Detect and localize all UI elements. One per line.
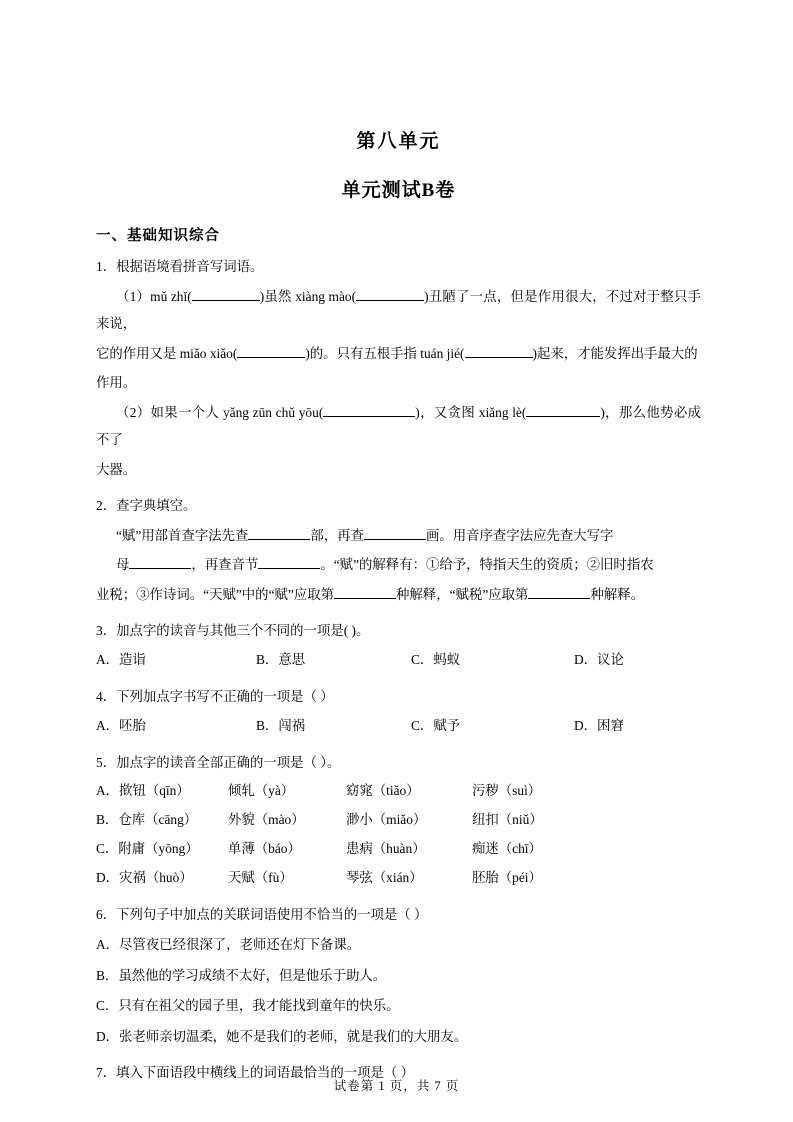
q2-text-h: 种解释，“赋税”应取第 — [396, 586, 529, 602]
page-footer: 试卷第 1 页，共 7 页 — [333, 1079, 460, 1093]
question-1-stem: 1．根据语境看拼音写词语。 — [96, 259, 264, 274]
option-c-col-1: C．附庸（yōng） — [96, 841, 199, 856]
q1-text-e: )的。只有五根手指 tuán jié( — [305, 345, 465, 361]
option-b-label: B．闯祸 — [256, 717, 306, 733]
question-4-options — [96, 713, 701, 740]
question-6-option-a[interactable]: A．尽管夜已经很深了，老师还在灯下备课。 — [96, 937, 361, 953]
question-5-stem: 5．加点字的读音全部正确的一项是（ ）。 — [96, 754, 341, 770]
option-c-label: C．蚂蚁 — [411, 652, 461, 668]
page-subtitle: 单元测试B卷 — [341, 180, 456, 201]
q2-text-i: 种解释。 — [590, 586, 644, 602]
option-a-col-2: 倾轧（yà） — [228, 783, 295, 799]
question-6-option-c[interactable]: C．只有在祖父的园子里，我才能找到童年的快乐。 — [96, 998, 400, 1014]
option-c-col-4: 痴迷（chī） — [472, 841, 542, 856]
option-c-label: C．赋予 — [411, 717, 461, 733]
q1-text-d: 它的作用又是 miǎo xiǎo( — [96, 345, 238, 361]
q1-text-f: )起来，才能发挥出手最大的 — [532, 345, 698, 361]
question-2-stem: 2．查字典填空。 — [96, 498, 197, 514]
q1-text-g: （2）如果一个人 yǎng zūn chǔ yōu( — [116, 404, 324, 420]
option-b-col-2: 外貌（mào） — [228, 812, 305, 828]
option-d-label: D．困窘 — [574, 717, 624, 733]
section-heading-basic-knowledge: 一、基础知识综合 — [96, 228, 220, 244]
option-a-col-4: 污秽（suì） — [472, 783, 542, 799]
q1-text-b: )虽然 xiàng mào( — [259, 288, 357, 304]
option-a[interactable] — [96, 647, 256, 674]
option-d-col-4: 胚胎（péi） — [472, 869, 542, 885]
question-4-stem: 4．下列加点字书写不正确的一项是（ ） — [96, 688, 334, 704]
option-a-label: A．呸胎 — [96, 717, 146, 733]
option-a-col-3: 窈窕（tiǎo） — [346, 783, 420, 799]
q2-text-d: 母 — [116, 557, 130, 573]
answer-blank[interactable] — [258, 568, 320, 569]
question-5-option-row-a[interactable] — [96, 778, 701, 805]
question-6-option-b[interactable]: B．虽然他的学习成绩不太好，但是他乐于助人。 — [96, 967, 387, 983]
answer-blank[interactable] — [248, 539, 310, 540]
answer-blank[interactable] — [526, 416, 600, 417]
option-c-col-2: 单薄（báo） — [228, 841, 301, 856]
question-1-part-3: 作用。 — [96, 375, 137, 391]
q1-text-h: )，又贪图 xiǎng lè( — [415, 404, 527, 420]
q1-text-c: )丑陋了一点，但是作用很大，不过对于整只手来说， — [96, 288, 701, 332]
option-b-col-1: B．仓库（cāng） — [96, 812, 198, 828]
answer-blank[interactable] — [237, 357, 305, 358]
question-5-option-row-b[interactable] — [96, 807, 701, 834]
question-3-options — [96, 647, 701, 674]
question-1-part-5: 大器。 — [96, 461, 137, 477]
answer-blank[interactable] — [192, 300, 260, 301]
q2-text-c: 画。用音序查字法应先查大写字 — [425, 527, 614, 543]
question-1-part-2 — [96, 340, 701, 367]
option-c[interactable] — [411, 647, 574, 674]
option-d-col-1: D．灾祸（huò） — [96, 869, 193, 885]
question-3-stem: 3．加点字的读音与其他三个不同的一项是( )。 — [96, 623, 370, 639]
q1-text-a: （1）mǔ zhǐ( — [116, 288, 192, 304]
answer-blank[interactable] — [528, 598, 590, 599]
q2-text-b: 部，再查 — [310, 527, 364, 543]
answer-blank[interactable] — [334, 598, 396, 599]
q2-text-e: ，再查音节 — [191, 557, 259, 573]
answer-blank[interactable] — [323, 416, 415, 417]
question-2-line-1 — [96, 522, 701, 549]
q2-text-a: “赋”用部首查字法先查 — [116, 527, 249, 543]
question-7-stem: 7．填入下面语段中横线上的词语最恰当的一项是（ ） — [96, 1065, 415, 1081]
answer-blank[interactable] — [364, 539, 426, 540]
question-1-part-1 — [96, 283, 701, 338]
option-b-label: B．意思 — [256, 652, 306, 668]
question-5-option-row-c[interactable] — [96, 836, 701, 863]
answer-blank[interactable] — [356, 300, 424, 301]
option-b[interactable] — [256, 647, 411, 674]
question-6-stem: 6．下列句子中加点的关联词语使用不恰当的一项是（ ） — [96, 906, 428, 922]
answer-blank[interactable] — [465, 357, 533, 358]
answer-blank[interactable] — [129, 568, 191, 569]
option-c-col-3: 患病（huàn） — [346, 841, 426, 856]
option-b-col-3: 渺小（miǎo） — [346, 812, 427, 828]
option-a-col-1: A．揿钮（qīn） — [96, 783, 190, 799]
option-b[interactable] — [256, 713, 411, 740]
option-d-col-3: 琴弦（xián） — [346, 869, 423, 885]
question-2-line-2 — [96, 551, 701, 578]
question-1-part-4 — [96, 399, 701, 454]
option-d-label: D．议论 — [574, 652, 624, 668]
option-b-col-4: 纽扣（niǔ） — [472, 812, 543, 828]
question-5-option-row-d[interactable] — [96, 865, 701, 892]
option-d[interactable] — [574, 713, 624, 740]
q1-text-i: )，那么他势必成不了 — [96, 404, 701, 448]
question-6-option-d[interactable]: D．张老师亲切温柔，她不是我们的老师，就是我们的大朋友。 — [96, 1028, 468, 1044]
option-a-label: A．造诣 — [96, 652, 146, 668]
page-title: 第八单元 — [356, 131, 441, 152]
option-d[interactable] — [574, 647, 624, 674]
q2-text-f: 。“赋”的解释有：①给予，特指天生的资质；②旧时指农 — [320, 557, 654, 573]
question-2-line-3 — [96, 581, 701, 608]
option-c[interactable] — [411, 713, 574, 740]
option-d-col-2: 天赋（fù） — [228, 869, 293, 885]
option-a[interactable] — [96, 713, 256, 740]
q2-text-g: 业税；③作诗词。“天赋”中的“赋”应取第 — [96, 586, 335, 602]
